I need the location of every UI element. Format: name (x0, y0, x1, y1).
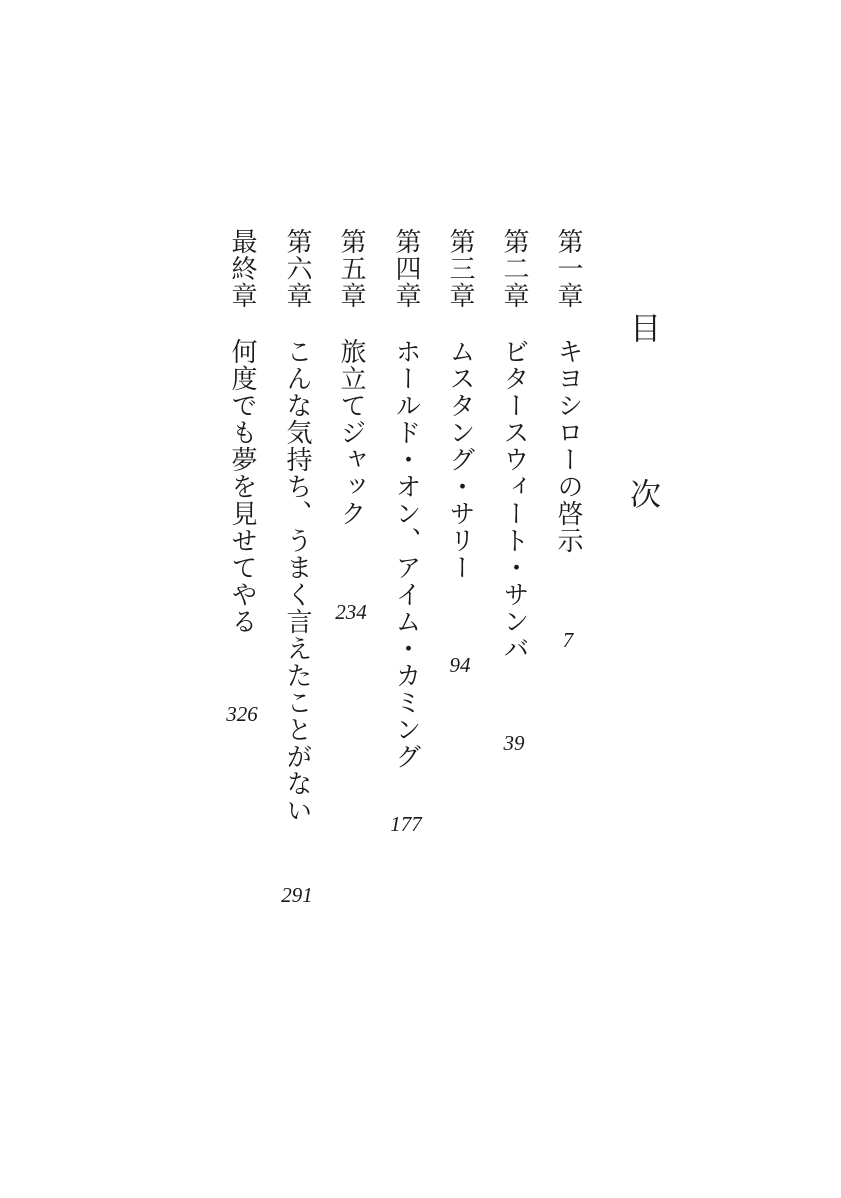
chapter-title: ムスタング・サリー (445, 338, 475, 581)
page-number: 94 (449, 653, 471, 677)
chapter-title: こんな気持ち、うまく言えたことがない (282, 338, 312, 824)
chapter-number: 第四章 (391, 228, 421, 309)
toc-entry-7[interactable] (222, 228, 262, 726)
page-number: 177 (390, 812, 422, 836)
toc-entry-2[interactable] (494, 228, 534, 755)
toc-entry-3[interactable] (440, 228, 480, 677)
toc-entry-5[interactable] (331, 228, 371, 624)
toc-entry-6[interactable] (277, 228, 317, 907)
page-number: 7 (562, 628, 574, 652)
page-number: 326 (226, 702, 258, 726)
page-number: 234 (335, 600, 367, 624)
chapter-number: 最終章 (227, 228, 257, 309)
toc-entry-1[interactable] (548, 228, 588, 652)
chapter-number: 第五章 (336, 228, 366, 309)
page-number: 39 (503, 731, 525, 755)
page-number: 291 (281, 883, 313, 907)
chapter-number: 第三章 (445, 228, 475, 309)
chapter-number: 第一章 (553, 228, 583, 309)
toc-entry-4[interactable] (386, 228, 426, 836)
chapter-title: 何度でも夢を見せてやる (227, 338, 257, 635)
chapter-title: ホールド・オン、アイム・カミング (391, 338, 421, 770)
toc-title: 目 次 (624, 312, 660, 561)
chapter-number: 第二章 (499, 228, 529, 309)
chapter-title: ビタースウィート・サンバ (499, 338, 529, 662)
chapter-title: 旅立てジャック (336, 338, 366, 527)
chapter-title: キヨシローの啓示 (553, 338, 583, 554)
chapter-number: 第六章 (282, 228, 312, 309)
